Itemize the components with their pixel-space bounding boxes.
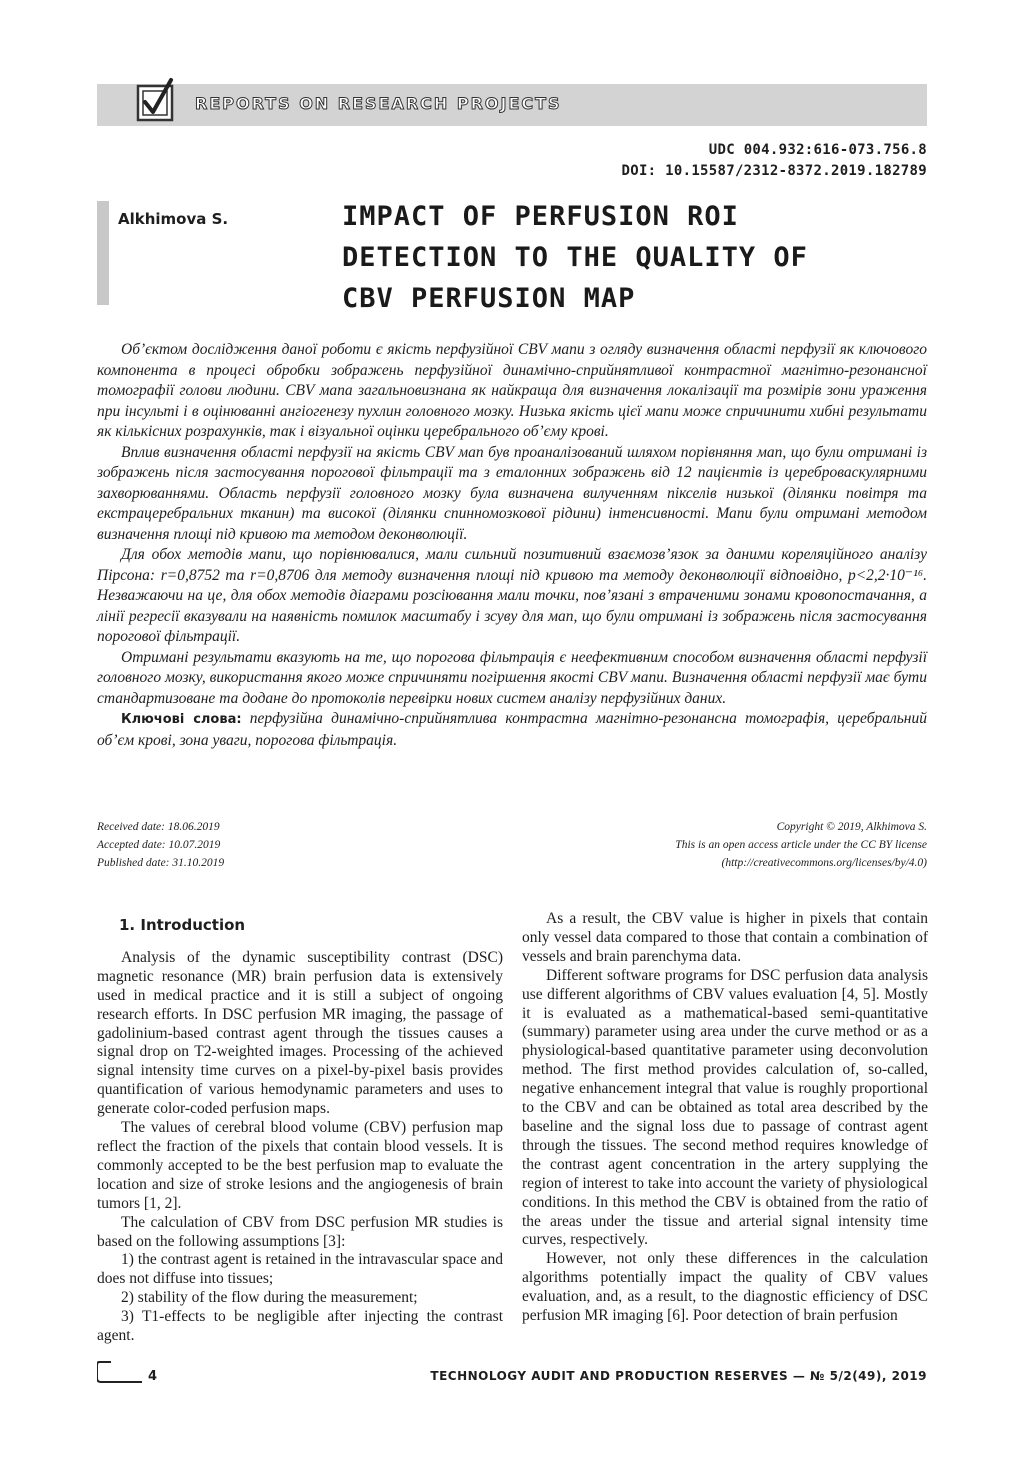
section-heading: 1. Introduction — [119, 916, 246, 934]
identifiers — [621, 140, 927, 182]
abstract-paragraph: Для обох методів мапи, що порівнювалися, мали сильний позитивний взаємозв’язок за даними кореляційного аналізу Пірсона: r=0,8752 та r=0,8706 для методу визначення площі під кривою та методу деконволюції відповідно, p<2,2·10⁻¹⁶. Незважаючи на це, для обох методів діаграми розсіювання мали точки, пов’язані з втраченими зонами кровопостачання, а лінії регресії вказували на наявність помилок масштабу і зсуву для мап, що були отримані із зображень після застосування порогової фільтрації. — [97, 546, 927, 645]
journal-footer: TECHNOLOGY AUDIT AND PRODUCTION RESERVES — № 5/2(49), 2019 — [430, 1369, 927, 1383]
title-line: DETECTION TO THE QUALITY OF — [342, 242, 808, 273]
author-name: Alkhimova S. — [118, 210, 229, 228]
body-paragraph: Analysis of the dynamic susceptibility contrast (DSC) magnetic resonance (MR) brain perfusion data is extensively used in medical practice and it is still a subject of ongoing research efforts. In DSC perfusion MR imaging, the passage of gadolinium-based contrast agent through the tissues causes a signal drop on T2-weighted images. Processing of the achieved signal intensity time curves on a pixel-by-pixel basis provides quantification of various hemodynamic parameters and uses to generate color-coded perfusion maps. — [97, 948, 503, 1118]
body-column-left — [97, 910, 503, 1346]
license-url[interactable]: (http://creativecommons.org/licenses/by/4.0) — [721, 857, 927, 869]
body-paragraph: 3) T1-effects to be negligible after injecting the contrast agent. — [97, 1308, 503, 1345]
abstract-paragraph: Вплив визначення області перфузії на якість CBV мап був проаналізований шляхом порівняння мап, що були отримані із зображень після застосування порогової фільтрації та з еталонних зображень від 12 пацієнтів із цереброваскулярними захворюваннями. Область перфузії головного мозку була визначена вилученням пікселів низької (ділянки повітря та екстрацеребральних тканин) та високої (ділянки спинномозкової рідини) інтенсивності. Мапи були отримані методом визначення площі під кривою та методом деконволюції. — [97, 443, 927, 543]
body-paragraph: 2) stability of the flow during the measurement; — [121, 1289, 418, 1307]
keywords — [97, 709, 927, 751]
accepted-date: Accepted date: 10.07.2019 — [97, 839, 221, 851]
received-date: Received date: 18.06.2019 — [97, 821, 220, 833]
author-accent-bar — [97, 201, 109, 305]
article-dates — [97, 818, 224, 872]
abstract — [97, 340, 927, 751]
title-line: CBV PERFUSION MAP — [342, 283, 636, 314]
section-label: REPORTS ON RESEARCH PROJECTS — [195, 94, 562, 113]
license-line: This is an open access article under the CC BY license — [675, 839, 927, 851]
body-paragraph: As a result, the CBV value is higher in pixels that contain only vessel data compared to those that contain a combination of vessels and brain parenchyma data. — [522, 910, 928, 965]
section-banner — [97, 84, 927, 126]
keywords-text: перфузійна динамічно-сприйнятлива контрастна магнітно-резонансна томографія, церебральний об’єм крові, зона уваги, порогова фільтрація. — [97, 710, 927, 749]
body-column-right — [522, 910, 928, 1326]
body-paragraph: The values of cerebral blood volume (CBV) perfusion map reflect the fraction of the pixels that contain blood vessels. It is commonly accepted to be the best perfusion map to evaluate the location and size of stroke lesions and the angiogenesis of brain tumors [1, 2]. — [97, 1119, 503, 1212]
title-line: IMPACT OF PERFUSION ROI — [342, 201, 739, 232]
copyright-block — [675, 818, 927, 872]
body-paragraph: Different software programs for DSC perfusion data analysis use different algorithms of CBV values evaluation [4, 5]. Mostly it is evaluated as a mathematical-based semi-quantitative (summary) parameter using area under the curve method or as a physiological-based quantitative parameter using deconvolution method. The first method provides calculation of, so-called, negative enhancement integral that value is roughly proportional to the CBV and can be obtained as total area described by the baseline and the signal loss due to passage of contrast agent through the tissues. The second method requires knowledge of the contrast agent concentration in the artery supplying the region of interest to take into account the variety of physiological conditions. In this method the CBV is obtained from the ratio of the areas under the tissue and arterial signal intensity time curves, respectively. — [522, 966, 928, 1249]
published-date: Published date: 31.10.2019 — [97, 857, 225, 869]
keywords-label: Ключові слова: — [121, 712, 242, 727]
copyright-line: Copyright © 2019, Alkhimova S. — [776, 821, 927, 833]
article-title — [342, 196, 902, 319]
checkbox-check-icon — [135, 76, 177, 126]
abstract-paragraph: Отримані результати вказують на те, що порогова фільтрація є неефективним способом визначення області перфузії головного мозку, використання якого може спричиняти погіршення якості CBV мапи. Визначення області перфузії має бути стандартизоване та додане до протоколів перевірки нових систем аналізу перфузійних даних. — [97, 648, 927, 707]
body-paragraph: 1) the contrast agent is retained in the intravascular space and does not diffuse into tissues; — [97, 1251, 503, 1288]
abstract-paragraph: Об’єктом дослідження даної роботи є якість перфузійної CBV мапи з огляду визначення області перфузії як ключового компонента в процесі обробки зображень перфузійної динамічно-сприйнятливої контрастної магнітно-резонансної томографії голови людини. CBV мапа загальновизнана як найкраща для визначення локалізації та розмірів зони ураження при інсульті і в оцінюванні ангіогенезу пухлин головного мозку. Низька якість цієї мапи може спричинити хибні результати як кількісних розрахунків, так і візуальної оцінки церебрального об’єму крові. — [97, 341, 927, 440]
page-number: 4 — [148, 1369, 158, 1384]
doi: DOI: 10.15587/2312-8372.2019.182789 — [621, 163, 927, 179]
body-paragraph: However, not only these differences in the calculation algorithms potentially impact the quality of CBV values evaluation, and, as a result, to the diagnostic efficiency of DSC perfusion MR imaging [6]. Poor detection of brain perfusion — [522, 1250, 928, 1325]
body-paragraph: The calculation of CBV from DSC perfusion MR studies is based on the following assumptions [3]: — [97, 1213, 503, 1250]
udc-code: UDC 004.932:616-073.756.8 — [708, 142, 927, 158]
